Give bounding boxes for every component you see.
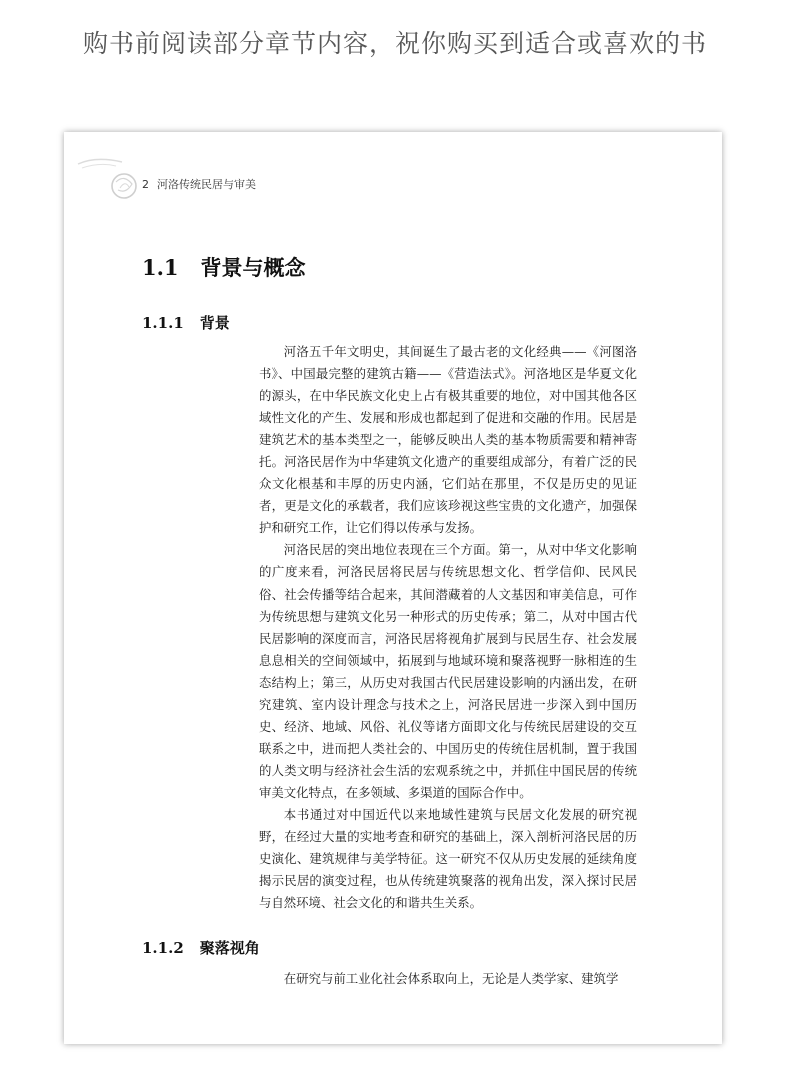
section-heading	[142, 252, 306, 282]
paragraph: 在研究与前工业化社会体系取向上，无论是人类学家、建筑学	[283, 971, 619, 986]
section-title: 背景与概念	[200, 255, 306, 280]
page-number: 2	[142, 178, 149, 191]
subsection-number: 1.1.1	[142, 314, 184, 332]
subsection-title: 背景	[199, 314, 230, 332]
body-text-background	[259, 341, 637, 914]
paragraph: 河洛五千年文明史，其间诞生了最古老的文化经典——《河图洛书》、中国最完整的建筑古籍——《营造法式》。河洛地区是华夏文化的源头，在中华民族文化史上占有极其重要的地位，对中国其他各区域性文化的产生、发展和形成也都起到了促进和交融的作用。民居是建筑艺术的基本类型之一，能够反映出人类的基本物质需要和精神寄托。河洛民居作为中华建筑文化遗产的重要组成部分，有着广泛的民众文化根基和丰厚的历史内涵，它们站在那里，不仅是历史的见证者，更是文化的承载者，我们应该珍视这些宝贵的文化遗产，加强保护和研究工作，让它们得以传承与发扬。	[259, 344, 637, 536]
subsection-heading-settlement	[142, 937, 260, 958]
body-text-settlement	[259, 968, 637, 990]
running-head-title: 河洛传统民居与审美	[157, 178, 256, 191]
subsection-number: 1.1.2	[142, 939, 184, 957]
paragraph: 本书通过对中国近代以来地域性建筑与民居文化发展的研究视野，在经过大量的实地考查和研究的基础上，深入剖析河洛民居的历史演化、建筑规律与美学特征。这一研究不仅从历史发展的延续角度揭示民居的演变过程，也从传统建筑聚落的视角出发，深入探讨民居与自然环境、社会文化的和谐共生关系。	[259, 806, 637, 911]
banner-text: 购书前阅读部分章节内容，祝你购买到适合或喜欢的书	[82, 29, 707, 58]
decorative-swirl-icon	[76, 154, 138, 202]
paragraph: 河洛民居的突出地位表现在三个方面。第一，从对中华文化影响的广度来看，河洛民居将民居与传统思想文化、哲学信仰、民风民俗、社会传播等结合起来，其间潜藏着的人文基因和审美信息，可作为传统思想与建筑文化另一种形式的历史传承；第二，从对中国古代民居影响的深度而言，河洛民居将视角扩展到与民居生存、社会发展息息相关的空间领域中，拓展到与地域环境和聚落视野一脉相连的生态结构上；第三，从历史对我国古代民居建设影响的内涵出发，在研究建筑、室内设计理念与技术之上，河洛民居进一步深入到中国历史、经济、地域、风俗、礼仪等诸方面即文化与传统民居建设的交互联系之中，进而把人类社会的、中国历史的传统住居机制，置于我国的人类文明与经济社会生活的宏观系统之中，并抓住中国民居的传统审美文化特点，在多领域、多渠道的国际合作中。	[259, 542, 637, 800]
promo-banner	[0, 0, 790, 90]
section-number: 1.1	[142, 255, 179, 280]
subsection-title: 聚落视角	[199, 939, 260, 957]
book-page	[64, 132, 722, 1044]
running-head	[142, 176, 256, 192]
subsection-heading-background	[142, 312, 230, 333]
